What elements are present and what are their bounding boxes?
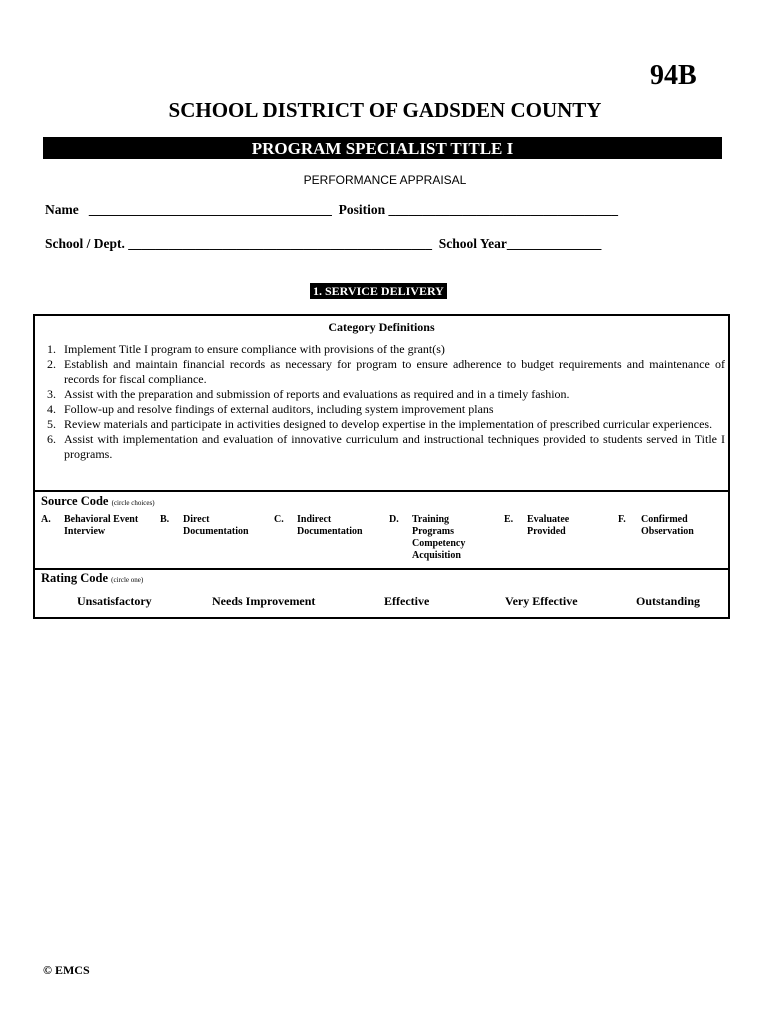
list-item: 6. Assist with implementation and evaluation of innovative curriculum and instructional techniques provided to students served in Title I programs. [47, 432, 725, 461]
rating-outstanding[interactable]: Outstanding [636, 594, 701, 608]
definitions-list [47, 342, 725, 462]
list-item: 3. Assist with the preparation and submission of reports and evaluations as required and in a timely fashion. [47, 387, 570, 401]
rating-code-label: Rating Code (circle one) [41, 571, 144, 585]
criteria-box [33, 314, 730, 619]
school-year-fields[interactable]: School / Dept. _____________________________________________ School Year______________ [45, 236, 602, 251]
rating-needs-improvement[interactable]: Needs Improvement [212, 594, 316, 608]
section-title: 1. SERVICE DELIVERY [310, 283, 447, 299]
appraisal-subtitle: PERFORMANCE APPRAISAL [303, 173, 467, 187]
district-title: SCHOOL DISTRICT OF GADSDEN COUNTY [168, 98, 602, 122]
program-banner: PROGRAM SPECIALIST TITLE I [43, 137, 722, 159]
rating-unsatisfactory[interactable]: Unsatisfactory [77, 594, 152, 608]
form-code: 94B [650, 60, 697, 91]
list-item: 1. Implement Title I program to ensure compliance with provisions of the grant(s) [47, 342, 445, 356]
divider [35, 568, 728, 570]
source-code-options: A. Behavioral Event Interview B. Direct Documentation C. Indirect Documentation D. Training Programs Competency Acquisition E. Evaluatee Provided F. Confirmed Observation [41, 514, 694, 561]
rating-very-effective[interactable]: Very Effective [505, 594, 578, 608]
category-definitions-title: Category Definitions [328, 320, 435, 334]
rating-effective[interactable]: Effective [384, 594, 430, 608]
name-position-fields[interactable]: Name ____________________________________ Position __________________________________ [45, 202, 618, 217]
copyright-footer: © EMCS [43, 963, 90, 977]
divider [35, 490, 728, 492]
source-code-label: Source Code (circle choices) [41, 494, 155, 508]
list-item: 4. Follow-up and resolve findings of external auditors, including system improvement plans [47, 402, 494, 416]
list-item: 2. Establish and maintain financial records as necessary for program to ensure adherence to budget requirements and maintenance of records for fiscal compliance. [47, 357, 725, 386]
list-item: 5. Review materials and participate in activities designed to develop expertise in the implementation of prescribed curricular experiences. [47, 417, 713, 431]
